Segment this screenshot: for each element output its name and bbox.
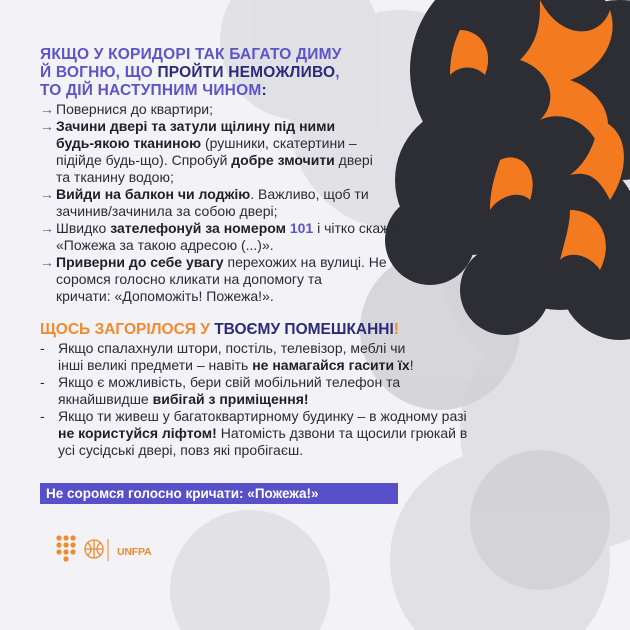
unfpa-logo-text: UNFPA — [117, 546, 152, 558]
bold-text: зателефонуй за номером — [110, 220, 290, 236]
list-item — [40, 186, 510, 220]
list-item — [40, 254, 510, 305]
list-item — [40, 101, 510, 118]
arrow-bullet-icon: → — [40, 254, 54, 270]
list-item — [40, 340, 510, 374]
item-text: соромся голосно кликати на допомогу та — [56, 271, 322, 287]
item-text: зачинив/зачинила за собою двері; — [56, 203, 278, 219]
bold-text: будь-якою тканиною — [56, 135, 202, 151]
heading-text: ! — [393, 321, 399, 338]
un-emblem-logo — [85, 540, 103, 558]
heading-text: : — [261, 82, 267, 99]
bold-text: не намагайся гасити їх — [252, 357, 410, 373]
item-text: та тканину водою; — [56, 169, 174, 185]
arrow-bullet-icon: → — [40, 220, 54, 236]
dash-bullet: - — [40, 408, 45, 424]
heading-text: ЯКЩО У КОРИДОРІ ТАК БАГАТО ДИМУ — [40, 46, 342, 63]
section2-list — [40, 340, 510, 459]
section1-heading-line — [40, 82, 510, 100]
bold-text: добре змочити — [231, 152, 335, 168]
arrow-bullet-icon: → — [40, 186, 54, 202]
heading-text: , — [335, 64, 340, 81]
content — [40, 46, 510, 459]
item-text: ! — [409, 357, 414, 373]
item-text: перехожих на вулиці. Не — [223, 254, 387, 270]
item-text: якнайшвидше — [58, 391, 153, 407]
heading-text: ТВОЄМУ ПОМЕШКАННІ — [214, 321, 394, 338]
heading-text: Й ВОГНЮ, ЩО — [40, 64, 158, 81]
section1-list — [40, 101, 510, 305]
item-text: (рушники, скатертини – — [201, 135, 357, 151]
item-text: усі сусідські двері, повз які пробігаєш. — [58, 442, 304, 458]
bold-text: Вийди на балкон чи лоджію — [56, 186, 251, 202]
bold-text: Приверни до себе увагу — [56, 254, 224, 270]
item-text: і чітко скажи: — [313, 220, 402, 236]
list-item — [40, 118, 510, 186]
item-text: 101 — [289, 220, 314, 236]
heading-text: ЩОСЬ ЗАГОРІЛОСЯ У — [40, 321, 215, 338]
item-text: інші великі предмети – навіть — [58, 357, 253, 373]
item-text: Натомість дзвони та щосили грюкай в — [216, 425, 468, 441]
dash-bullet: - — [40, 374, 45, 390]
dash-bullet: - — [40, 340, 45, 356]
bold-text: Зачини двері та затули щілину під ними — [56, 118, 336, 134]
item-text: Повернися до квартири; — [56, 101, 213, 117]
heading-text: ТО ДІЙ НАСТУПНИМ ЧИНОМ — [40, 82, 262, 99]
section2-heading — [40, 321, 510, 339]
list-item — [40, 220, 510, 254]
item-text: підійде будь-що). Спробуй — [56, 152, 232, 168]
arrow-bullet-icon: → — [40, 101, 54, 117]
item-text: Якщо ти живеш у багатоквартирному будинку – в жодному разі — [58, 408, 467, 424]
section1-heading-line — [40, 46, 510, 64]
call-out-banner: Не соромся голосно кричати: «Пожежа!» — [40, 483, 398, 504]
arrow-bullet-icon: → — [40, 118, 54, 134]
item-text: кричати: «Допоможіть! Пожежа!». — [56, 288, 274, 304]
item-text: Якщо є можливість, бери свій мобільний телефон та — [58, 374, 401, 390]
heading-text: ПРОЙТИ НЕМОЖЛИВО — [157, 64, 336, 81]
section1-heading — [40, 46, 510, 100]
section1-heading-line — [40, 64, 510, 82]
list-item — [40, 408, 510, 459]
item-text: «Пожежа за такою адресою (...)». — [56, 237, 274, 253]
bold-text: не користуйся ліфтом! — [58, 425, 217, 441]
item-text: двері — [334, 152, 373, 168]
dots-grid-logo — [56, 535, 75, 561]
bold-text: вибігай з приміщення! — [152, 391, 309, 407]
item-text: Швидко — [56, 220, 111, 236]
list-item — [40, 374, 510, 408]
item-text: . Важливо, щоб ти — [250, 186, 369, 202]
item-text: Якщо спалахнули штори, постіль, телевізор, меблі чи — [58, 340, 406, 356]
